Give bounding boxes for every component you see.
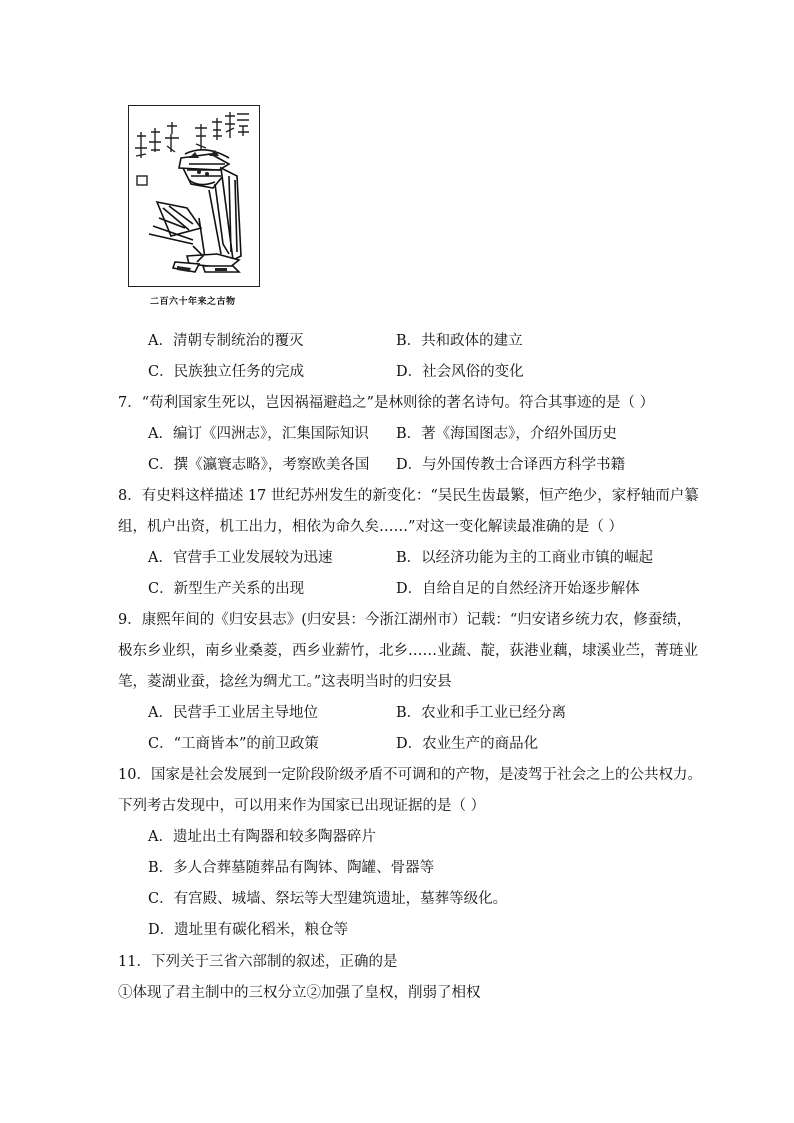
q9-option-a: A．民营手工业居主导地位 [148, 705, 318, 721]
q9-option-c: C．“工商皆本”的前卫政策 [148, 736, 319, 752]
q9-stem-line2: 极东乡业织，南乡业桑菱，西乡业薪竹，北乡……业蔬、靛，荻港业藕，埭溪业苎，菁琏业 [118, 643, 698, 659]
collapsed-archway-drawing [129, 106, 261, 288]
figure-caption: 二百六十年来之古物 [150, 297, 236, 307]
q6-option-d: D．社会风俗的变化 [396, 364, 524, 380]
q8-stem-line1: 8．有史料这样描述 17 世纪苏州发生的新变化：“吴民生齿最繁，恒产绝少，家杼轴而户纂 [118, 488, 699, 504]
q9-option-d: D．农业生产的商品化 [396, 736, 539, 752]
q10-option-d: D．遗址里有碳化稻米，粮仓等 [148, 922, 349, 938]
q9-stem-line3: 笔，菱湖业蚕，捻丝为绸尤工。”这表明当时的归安县 [118, 674, 452, 690]
q10-option-a: A．遗址出土有陶器和较多陶器碎片 [148, 829, 376, 845]
q10-option-c: C．有宫殿、城墙、祭坛等大型建筑遗址，墓葬等级化。 [148, 891, 508, 907]
q7-option-b: B．著《海国图志》，介绍外国历史 [396, 426, 617, 442]
q7-option-a: A．编订《四洲志》，汇集国际知识 [148, 426, 369, 442]
historical-illustration [128, 105, 260, 287]
q11-statements: ①体现了君主制中的三权分立②加强了皇权，削弱了相权 [118, 985, 481, 1001]
q6-option-c: C．民族独立任务的完成 [148, 364, 305, 380]
q7-option-d: D．与外国传教士合译西方科学书籍 [396, 457, 626, 473]
q7-option-c: C．撰《瀛寰志略》，考察欧美各国 [148, 457, 370, 473]
q7-stem: 7．“苟利国家生死以，岂因祸福避趋之”是林则徐的著名诗句。符合其事迹的是（ ） [118, 395, 655, 411]
q9-stem-line1: 9．康熙年间的《归安县志》(归安县：今浙江湖州市）记载：“归安诸乡统力农，修蚕绩， [118, 612, 692, 628]
q10-stem-line2: 下列考古发现中，可以用来作为国家已出现证据的是（ ） [118, 798, 486, 814]
q8-option-c: C．新型生产关系的出现 [148, 581, 305, 597]
q8-option-b: B．以经济功能为主的工商业市镇的崛起 [396, 550, 654, 566]
q11-stem: 11．下列关于三省六部制的叙述，正确的是 [118, 954, 398, 970]
q8-option-d: D．自给自足的自然经济开始逐步解体 [396, 581, 640, 597]
q9-option-b: B．农业和手工业已经分离 [396, 705, 567, 721]
q8-stem-line2: 组，机户出资，机工出力，相依为命久矣……”对这一变化解读最准确的是（ ） [118, 519, 624, 535]
q10-option-b: B．多人合葬墓随葬品有陶钵、陶罐、骨器等 [148, 860, 435, 876]
q6-option-b: B．共和政体的建立 [396, 333, 523, 349]
q6-option-a: A．清朝专制统治的覆灭 [148, 333, 304, 349]
q10-stem-line1: 10．国家是社会发展到一定阶段阶级矛盾不可调和的产物，是凌驾于社会之上的公共权力。 [118, 767, 702, 783]
q8-option-a: A．官营手工业发展较为迅速 [148, 550, 333, 566]
